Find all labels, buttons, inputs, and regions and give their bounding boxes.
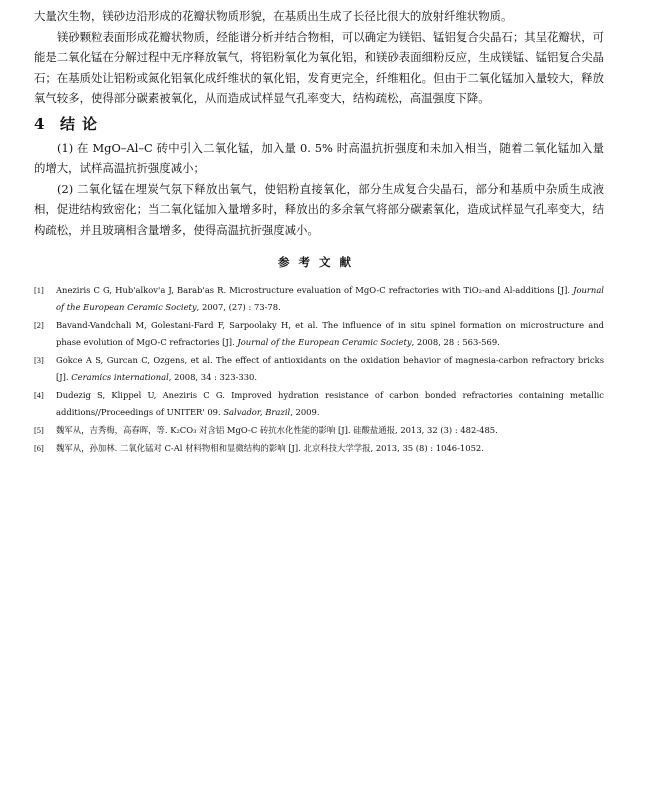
conclusion-point-2: (2) 二氧化锰在埋炭气氛下释放出氧气，使铝粉直接氧化，部分生成复合尖晶石，部分和基质中杂质生成液相，促进结构致密化；当二氧化锰加入量增多时，释放出的多余氧气将部分碳素氧化，造成试样显气孔率变大，结构疏松，并且玻璃相含量增多，使得高温抗折强度减小。 <box>34 181 604 237</box>
reference-main: 魏军从，吉秀梅，高春晖，等. K₂CO₃ 对含铝 MgO-C 砖抗水化性能的影响 [J]. 硅酸盐通报, 2013, 32 (3) : 482-485. <box>56 425 498 435</box>
reference-main: Gokce A S, Gurcan C, Ozgens, et al. The effect of antioxidants on the oxidation behavior of magnesia-carbon refractory bricks [J]. <box>56 355 604 382</box>
reference-item <box>34 440 604 457</box>
section-heading-conclusion <box>34 111 604 138</box>
reference-text <box>56 317 604 351</box>
conclusion-point-1: (1) 在 MgO–Al–C 砖中引入二氧化锰，加入量 0. 5% 时高温抗折强度和未加入相当，随着二氧化锰加入量的增大，试样高温抗折强度减小； <box>34 140 604 175</box>
reference-number: [3] <box>34 356 44 365</box>
reference-tail: , 2007, (27) : 73-78. <box>196 302 281 312</box>
reference-number: [2] <box>34 321 44 330</box>
reference-item <box>34 422 604 439</box>
reference-text <box>56 422 604 439</box>
reference-number: [4] <box>34 391 44 400</box>
reference-source: Salvador, Brazil <box>223 407 291 417</box>
section-number: 4 <box>34 114 45 133</box>
reference-main: 魏军从，孙加林. 二氧化锰对 C-Al 材料物相和显微结构的影响 [J]. 北京科技大学学报, 2013, 35 (8) : 1046-1052. <box>56 443 484 453</box>
reference-source: Journal of the European Ceramic Society <box>237 337 412 347</box>
body-paragraph-spinel: 镁砂颗粒表面形成花瓣状物质，经能谱分析并结合物相，可以确定为镁铝、锰铝复合尖晶石；其呈花瓣状，可能是二氧化锰在分解过程中无序释放氧气，将铝粉氧化为氧化铝，和镁砂表面细粉反应，生成镁锰、锰铝复合尖晶石；在基质处让铝粉或氮化铝氧化成纤维状的氧化铝，发育更完全，纤维粗化。但由于二氧化锰加入量较大，释放氧气较多，使得部分碳素被氧化，从而造成试样显气孔率变大，结构疏松，高温强度下降。 <box>34 29 604 105</box>
references-title: 参考文献 <box>278 255 360 269</box>
reference-item <box>34 352 604 386</box>
reference-main: Aneziris C G, Hub'alkov'a J, Barab'as R. Microstructure evaluation of MgO-C refractories with TiO₂-and Al-additions [J]. <box>56 285 574 295</box>
reference-list <box>34 282 604 457</box>
reference-tail: , 2009. <box>290 407 320 417</box>
reference-text <box>56 440 604 457</box>
reference-text <box>56 387 604 421</box>
reference-item <box>34 317 604 351</box>
reference-number: [1] <box>34 286 44 295</box>
reference-tail: , 2008, 34 : 323-330. <box>168 372 258 382</box>
reference-source: Ceramics international <box>71 372 169 382</box>
section-title: 结论 <box>60 114 105 133</box>
reference-number: [6] <box>34 444 44 453</box>
reference-main: Dudezig S, Klippel U, Aneziris C G. Improved hydration resistance of carbon bonded refractories containing metallic additions//Proceedings of UNITER' 09. <box>56 390 604 417</box>
reference-tail: , 2008, 28 : 563-569. <box>411 337 500 347</box>
reference-text <box>56 282 604 316</box>
reference-source: Journal of the European Ceramic Society <box>56 285 604 312</box>
paper-page <box>34 6 604 458</box>
reference-item <box>34 282 604 316</box>
reference-main: Bavand-Vandchali M, Golestani-Fard F, Sarpoolaky H, et al. The influence of in situ spinel formation on microstructure and phase evolution of MgO-C refractories [J]. <box>56 320 604 347</box>
body-paragraph-top: 大量次生物，镁砂边沿形成的花瓣状物质形貌，在基质出生成了长径比很大的放射纤维状物质。 <box>34 9 513 23</box>
reference-number: [5] <box>34 426 44 435</box>
reference-text <box>56 352 604 386</box>
reference-item <box>34 387 604 421</box>
